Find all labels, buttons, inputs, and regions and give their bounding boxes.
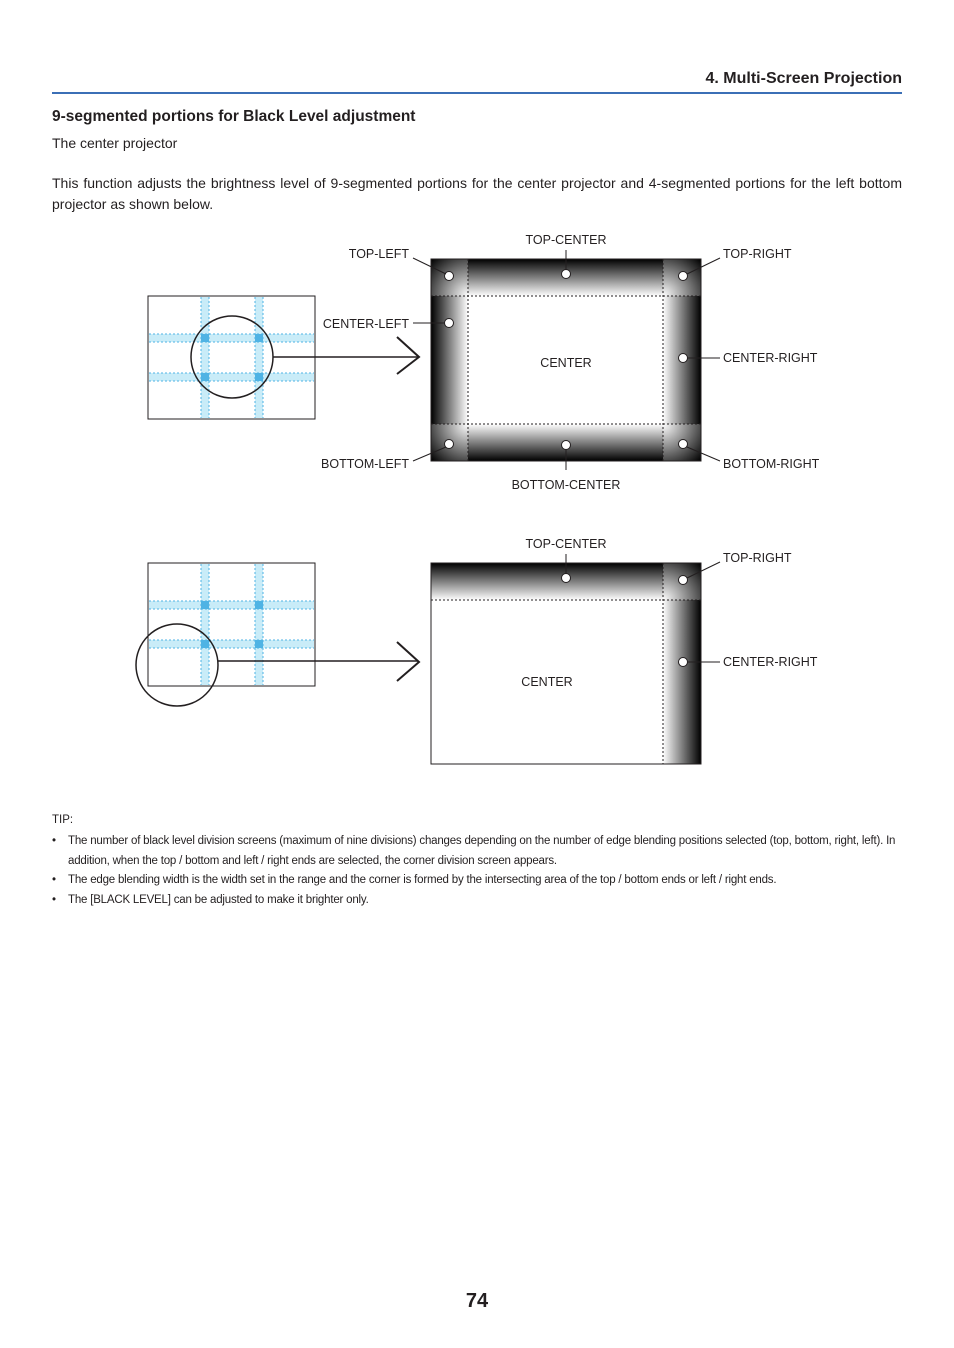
point-top-left xyxy=(445,272,454,281)
bullet-icon: • xyxy=(52,874,56,886)
label-center-lower: CENTER xyxy=(521,675,573,689)
point-center-right xyxy=(679,354,688,363)
mini-grid-3x3-lower xyxy=(136,563,419,706)
label-center-right: CENTER-RIGHT xyxy=(723,351,818,365)
label-bottom-center: BOTTOM-CENTER xyxy=(511,478,621,492)
point-top-right xyxy=(679,272,688,281)
label-center: CENTER xyxy=(540,356,592,370)
tip-item xyxy=(52,832,904,871)
label-top-right-lower: TOP-RIGHT xyxy=(723,551,792,565)
arrow-head xyxy=(397,337,419,374)
point-bottom-center xyxy=(562,441,571,450)
tip-item xyxy=(52,891,904,911)
point-top-center xyxy=(562,270,571,279)
four-segment-diagram xyxy=(0,530,954,780)
section-title: 9-segmented portions for Black Level adjustment xyxy=(52,108,416,125)
label-top-center-lower: TOP-CENTER xyxy=(525,537,607,551)
point-center-right-lower xyxy=(679,658,688,667)
tip-label: TIP: xyxy=(52,814,74,826)
label-center-left: CENTER-LEFT xyxy=(322,317,409,331)
label-bottom-right: BOTTOM-RIGHT xyxy=(723,457,820,471)
nine-segment-diagram xyxy=(0,225,954,505)
tip-list xyxy=(52,832,904,910)
header-rule xyxy=(52,92,902,94)
label-top-right: TOP-RIGHT xyxy=(723,247,792,261)
point-center-left xyxy=(445,319,454,328)
tip-text: The number of black level division screens (maximum of nine divisions) changes depending on the number of edge blending positions selected (top, bottom, right, left). In addition, when the top / bottom and left / right ends are selected, the corner division screen appears. xyxy=(68,835,896,867)
point-top-center-lower xyxy=(562,574,571,583)
tip-text: The edge blending width is the width set in the range and the corner is formed by the intersecting area of the top / bottom ends or left / right ends. xyxy=(68,874,777,886)
page-number: 74 xyxy=(465,1290,489,1312)
label-bottom-left: BOTTOM-LEFT xyxy=(321,457,409,471)
left-bottom-projector-panel xyxy=(431,554,720,764)
mini-grid-3x3 xyxy=(148,296,419,419)
tip-text: The [BLACK LEVEL] can be adjusted to make it brighter only. xyxy=(68,893,369,906)
bullet-icon: • xyxy=(52,893,56,906)
point-top-right-lower xyxy=(679,576,688,585)
label-top-left: TOP-LEFT xyxy=(348,247,409,261)
label-center-right-lower: CENTER-RIGHT xyxy=(723,655,818,669)
point-bottom-right xyxy=(679,440,688,449)
section-description: This function adjusts the brightness level of 9-segmented portions for the center projector and 4-segmented portions for the left bottom projector as shown below. xyxy=(52,175,902,212)
chapter-title: 4. Multi-Screen Projection xyxy=(705,70,902,87)
bullet-icon: • xyxy=(52,835,56,847)
label-top-center: TOP-CENTER xyxy=(525,233,607,247)
section-subtitle: The center projector xyxy=(52,135,178,151)
tip-item xyxy=(52,871,904,891)
